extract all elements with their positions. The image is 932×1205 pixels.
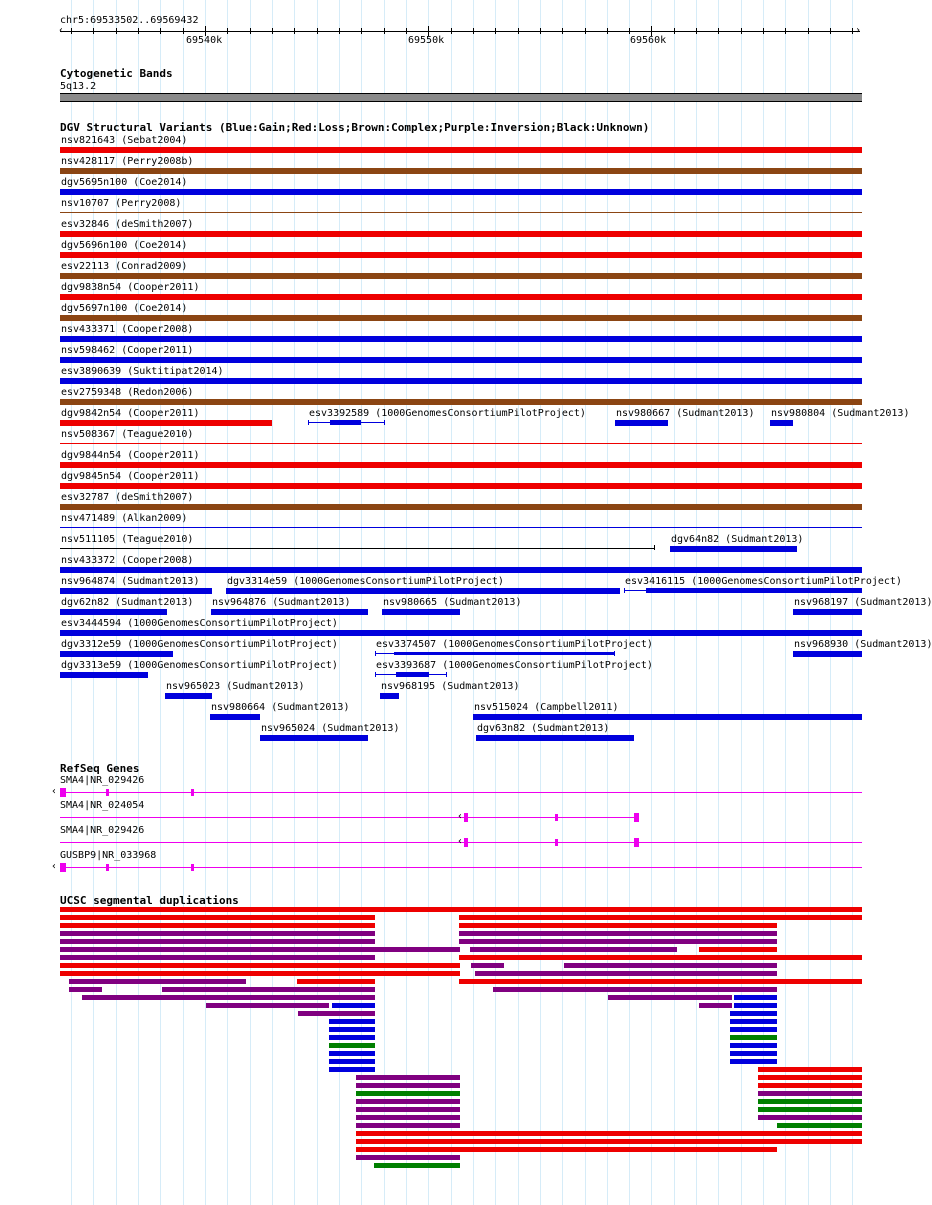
gene-exon[interactable] — [464, 813, 468, 822]
variant-label: dgv5696n100 (Coe2014) — [61, 240, 188, 251]
gene-exon[interactable] — [464, 838, 468, 847]
segdup-bar[interactable] — [69, 987, 102, 992]
variant-label: dgv64n82 (Sudmant2013) — [671, 534, 804, 545]
segdup-bar[interactable] — [356, 1155, 460, 1160]
variant-label: dgv5695n100 (Coe2014) — [61, 177, 188, 188]
variant-bar[interactable] — [60, 231, 862, 237]
variant-bar[interactable] — [60, 462, 862, 468]
variant-block[interactable] — [646, 588, 862, 593]
segdup-bar[interactable] — [60, 931, 375, 936]
variant-bar[interactable] — [60, 672, 148, 678]
segdup-bar[interactable] — [60, 923, 375, 928]
variant-bar[interactable] — [60, 378, 862, 384]
segdup-bar[interactable] — [758, 1107, 862, 1112]
gene-exon[interactable] — [191, 864, 194, 871]
variant-label: dgv3314e59 (1000GenomesConsortiumPilotProject) — [227, 576, 504, 587]
variant-label: dgv9838n54 (Cooper2011) — [61, 282, 200, 293]
segdup-bar[interactable] — [329, 1019, 375, 1024]
variant-span-start[interactable] — [375, 651, 376, 656]
segdup-bar[interactable] — [332, 1003, 375, 1008]
segdup-bar[interactable] — [60, 955, 375, 960]
cytoband-label: 5q13.2 — [60, 81, 97, 92]
variant-label: nsv428117 (Perry2008b) — [61, 156, 194, 167]
segdup-bar[interactable] — [475, 971, 777, 976]
variant-bar[interactable] — [60, 630, 862, 636]
variant-bar[interactable] — [670, 546, 797, 552]
variant-label: dgv63n82 (Sudmant2013) — [477, 723, 610, 734]
segdup-track-title[interactable]: UCSC segmental duplications — [60, 894, 239, 907]
segdup-bar[interactable] — [758, 1099, 862, 1104]
variant-bar[interactable] — [60, 189, 862, 195]
segdup-bar[interactable] — [730, 1059, 777, 1064]
segdup-bar[interactable] — [60, 963, 460, 968]
segdup-bar[interactable] — [60, 971, 460, 976]
ruler-right-arrow: › — [855, 25, 862, 36]
segdup-bar[interactable] — [356, 1107, 460, 1112]
variant-label: nsv980804 (Sudmant2013) — [771, 408, 910, 419]
segdup-bar[interactable] — [758, 1067, 862, 1072]
variant-label: nsv511105 (Teague2010) — [61, 534, 194, 545]
segdup-bar[interactable] — [162, 987, 375, 992]
gene-exon[interactable] — [191, 789, 194, 796]
variant-label: nsv433371 (Cooper2008) — [61, 324, 194, 335]
gene-line[interactable] — [60, 792, 862, 793]
segdup-bar[interactable] — [329, 1051, 375, 1056]
gene-label: SMA4|NR_029426 — [60, 825, 145, 836]
position-label: chr5:69533502..69569432 — [60, 15, 199, 26]
segdup-bar[interactable] — [329, 1027, 375, 1032]
variant-bar[interactable] — [60, 273, 862, 279]
gene-exon[interactable] — [60, 863, 66, 872]
variant-bar[interactable] — [473, 714, 862, 720]
ruler-tick-label: 69560k — [630, 35, 667, 46]
ruler-left-arrow: ‹ — [58, 25, 65, 36]
ruler-tick-label: 69540k — [186, 35, 223, 46]
variant-bar[interactable] — [60, 443, 862, 444]
variant-bar[interactable] — [60, 588, 212, 594]
segdup-bar[interactable] — [734, 1003, 777, 1008]
variant-span-end[interactable] — [384, 420, 385, 425]
segdup-bar[interactable] — [758, 1115, 862, 1120]
variant-bar[interactable] — [770, 420, 793, 426]
variant-label: esv2759348 (Redon2006) — [61, 387, 194, 398]
variant-bar[interactable] — [60, 567, 862, 573]
variant-label: esv22113 (Conrad2009) — [61, 261, 188, 272]
gene-label: SMA4|NR_024054 — [60, 800, 145, 811]
variant-bar[interactable] — [60, 420, 272, 426]
variant-bar[interactable] — [60, 294, 862, 300]
variant-block[interactable] — [330, 420, 361, 425]
segdup-bar[interactable] — [730, 1043, 777, 1048]
variant-bar[interactable] — [60, 147, 862, 153]
segdup-bar[interactable] — [69, 979, 246, 984]
variant-bar[interactable] — [60, 504, 862, 510]
dgv-track-title[interactable]: DGV Structural Variants (Blue:Gain;Red:Loss;Brown:Complex;Purple:Inversion;Black:Unknown) — [60, 121, 650, 134]
segdup-bar[interactable] — [758, 1075, 862, 1080]
variant-block[interactable] — [396, 672, 429, 677]
variant-label: esv32846 (deSmith2007) — [61, 219, 194, 230]
gene-label: GUSBP9|NR_033968 — [60, 850, 157, 861]
segdup-bar[interactable] — [730, 1027, 777, 1032]
variant-label: nsv515024 (Campbell2011) — [474, 702, 619, 713]
segdup-bar[interactable] — [356, 1147, 777, 1152]
variant-label: nsv968195 (Sudmant2013) — [381, 681, 520, 692]
gene-line[interactable] — [60, 817, 639, 818]
variant-label: dgv3312e59 (1000GenomesConsortiumPilotProject) — [61, 639, 338, 650]
variant-label: dgv5697n100 (Coe2014) — [61, 303, 188, 314]
variant-label: dgv3313e59 (1000GenomesConsortiumPilotProject) — [61, 660, 338, 671]
segdup-bar[interactable] — [459, 955, 862, 960]
variant-span-start[interactable] — [308, 420, 309, 425]
variant-label: nsv598462 (Cooper2011) — [61, 345, 194, 356]
segdup-bar[interactable] — [564, 963, 777, 968]
variant-bar[interactable] — [60, 527, 862, 528]
variant-label: nsv471489 (Alkan2009) — [61, 513, 188, 524]
segdup-bar[interactable] — [297, 979, 375, 984]
variant-label: nsv433372 (Cooper2008) — [61, 555, 194, 566]
gene-exon[interactable] — [555, 814, 558, 821]
variant-label: nsv10707 (Perry2008) — [61, 198, 182, 209]
segdup-bar[interactable] — [459, 915, 862, 920]
variant-label: esv3444594 (1000GenomesConsortiumPilotProject) — [61, 618, 338, 629]
segdup-bar[interactable] — [329, 1059, 375, 1064]
gene-exon[interactable] — [106, 864, 109, 871]
variant-label: dgv62n82 (Sudmant2013) — [61, 597, 194, 608]
variant-label: nsv964874 (Sudmant2013) — [61, 576, 200, 587]
variant-label: nsv821643 (Sebat2004) — [61, 135, 188, 146]
strand-arrow-icon: ‹ — [51, 786, 58, 797]
variant-label: esv3374507 (1000GenomesConsortiumPilotProject) — [376, 639, 653, 650]
segdup-bar[interactable] — [699, 1003, 732, 1008]
strand-arrow-icon: ‹ — [457, 836, 464, 847]
variant-bar[interactable] — [226, 588, 620, 594]
segdup-bar[interactable] — [459, 931, 777, 936]
segdup-bar[interactable] — [374, 1163, 460, 1168]
variant-span-end[interactable] — [654, 545, 655, 550]
variant-bar[interactable] — [60, 336, 862, 342]
segdup-bar[interactable] — [356, 1091, 460, 1096]
segdup-bar[interactable] — [758, 1091, 862, 1096]
segdup-bar[interactable] — [459, 979, 862, 984]
variant-label: nsv508367 (Teague2010) — [61, 429, 194, 440]
strand-arrow-icon: ‹ — [457, 811, 464, 822]
segdup-bar[interactable] — [329, 1067, 375, 1072]
variant-label: dgv9845n54 (Cooper2011) — [61, 471, 200, 482]
gene-label: SMA4|NR_029426 — [60, 775, 145, 786]
variant-block[interactable] — [394, 652, 614, 655]
variant-bar[interactable] — [60, 548, 654, 549]
variant-span-start[interactable] — [375, 672, 376, 677]
variant-label: nsv964876 (Sudmant2013) — [212, 597, 351, 608]
segdup-bar[interactable] — [356, 1139, 862, 1144]
segdup-bar[interactable] — [356, 1131, 862, 1136]
variant-label: esv3416115 (1000GenomesConsortiumPilotProject) — [625, 576, 902, 587]
variant-bar[interactable] — [476, 735, 634, 741]
variant-span-start[interactable] — [624, 588, 625, 593]
variant-label: nsv980664 (Sudmant2013) — [211, 702, 350, 713]
variant-bar[interactable] — [60, 168, 862, 174]
segdup-bar[interactable] — [356, 1075, 460, 1080]
gene-line[interactable] — [60, 867, 862, 868]
segdup-bar[interactable] — [777, 1123, 862, 1128]
segdup-bar[interactable] — [459, 923, 777, 928]
variant-bar[interactable] — [60, 212, 862, 213]
variant-bar[interactable] — [380, 693, 399, 699]
variant-label: esv3393687 (1000GenomesConsortiumPilotProject) — [376, 660, 653, 671]
variant-bar[interactable] — [60, 483, 862, 489]
variant-label: nsv965023 (Sudmant2013) — [166, 681, 305, 692]
refseq-track-title[interactable]: RefSeq Genes — [60, 762, 140, 775]
segdup-bar[interactable] — [329, 1043, 375, 1048]
segdup-bar[interactable] — [60, 939, 375, 944]
variant-bar[interactable] — [793, 651, 862, 657]
segdup-bar[interactable] — [206, 1003, 329, 1008]
variant-bar[interactable] — [793, 609, 862, 615]
variant-span-end[interactable] — [614, 651, 615, 656]
segdup-bar[interactable] — [470, 947, 677, 952]
variant-span-end[interactable] — [446, 672, 447, 677]
gene-exon[interactable] — [60, 788, 66, 797]
cytoband-track-title[interactable]: Cytogenetic Bands — [60, 67, 173, 80]
variant-label: esv3392589 (1000GenomesConsortiumPilotProject) — [309, 408, 586, 419]
variant-label: esv32787 (deSmith2007) — [61, 492, 194, 503]
segdup-bar[interactable] — [329, 1035, 375, 1040]
variant-bar[interactable] — [165, 693, 212, 699]
segdup-bar[interactable] — [459, 939, 777, 944]
gene-exon[interactable] — [634, 813, 639, 822]
segdup-bar[interactable] — [298, 1011, 375, 1016]
segdup-bar[interactable] — [356, 1123, 460, 1128]
segdup-bar[interactable] — [608, 995, 732, 1000]
variant-bar[interactable] — [210, 714, 260, 720]
segdup-bar[interactable] — [60, 915, 375, 920]
segdup-bar[interactable] — [730, 1019, 777, 1024]
variant-label: nsv965024 (Sudmant2013) — [261, 723, 400, 734]
variant-label: nsv968930 (Sudmant2013) — [794, 639, 932, 650]
segdup-bar[interactable] — [734, 995, 777, 1000]
segdup-bar[interactable] — [493, 987, 777, 992]
segdup-bar[interactable] — [758, 1083, 862, 1088]
segdup-bar[interactable] — [356, 1115, 460, 1120]
segdup-bar[interactable] — [82, 995, 375, 1000]
segdup-bar[interactable] — [730, 1035, 777, 1040]
segdup-bar[interactable] — [730, 1011, 777, 1016]
segdup-bar[interactable] — [699, 947, 777, 952]
variant-bar[interactable] — [260, 735, 368, 741]
variant-label: dgv9844n54 (Cooper2011) — [61, 450, 200, 461]
variant-bar[interactable] — [60, 399, 862, 405]
variant-bar[interactable] — [60, 609, 167, 615]
variant-bar[interactable] — [60, 315, 862, 321]
segdup-bar[interactable] — [356, 1083, 460, 1088]
variant-label: esv3890639 (Suktitipat2014) — [61, 366, 224, 377]
variant-bar[interactable] — [615, 420, 668, 426]
gene-exon[interactable] — [106, 789, 109, 796]
variant-label: dgv9842n54 (Cooper2011) — [61, 408, 200, 419]
variant-label: nsv980667 (Sudmant2013) — [616, 408, 755, 419]
segdup-bar[interactable] — [60, 907, 862, 912]
segdup-bar[interactable] — [60, 947, 460, 952]
gene-exon[interactable] — [634, 838, 639, 847]
variant-bar[interactable] — [382, 609, 460, 615]
variant-bar[interactable] — [211, 609, 368, 615]
segdup-bar[interactable] — [730, 1051, 777, 1056]
variant-label: nsv980665 (Sudmant2013) — [383, 597, 522, 608]
ruler-tick-label: 69550k — [408, 35, 445, 46]
segdup-bar[interactable] — [471, 963, 504, 968]
variant-bar[interactable] — [60, 252, 862, 258]
strand-arrow-icon: ‹ — [51, 861, 58, 872]
gene-exon[interactable] — [555, 839, 558, 846]
variant-bar[interactable] — [60, 357, 862, 363]
variant-label: nsv968197 (Sudmant2013) — [794, 597, 932, 608]
variant-bar[interactable] — [60, 651, 173, 657]
segdup-bar[interactable] — [356, 1099, 460, 1104]
